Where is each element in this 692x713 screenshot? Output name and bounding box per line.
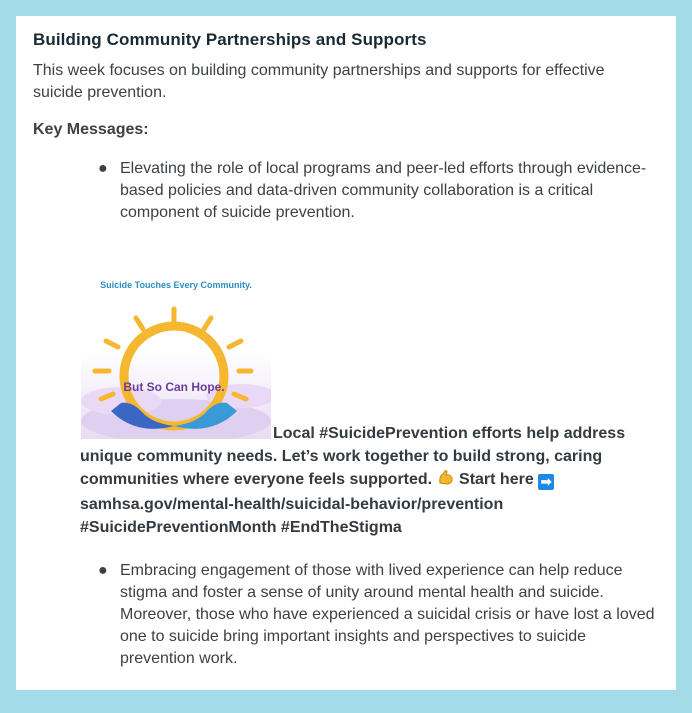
image-caption-center: But So Can Hope. [123,380,225,394]
intro-text: This week focuses on building community partnerships and supports for effective suicide prevention. [33,62,605,101]
start-here-text: Start here [459,471,534,488]
key-messages-heading: Key Messages: [33,121,149,138]
key-message-2-text: Embracing engagement of those with lived experience can help reduce stigma and foster a sense of unity around mental health and suicide. Moreover, those who have experienced a suicidal crisis or have lost a loved one to suicide bring important insights and perspectives to suicide prevention work. [120,562,655,667]
prevention-link[interactable]: samhsa.gov/mental-health/suicidal-behavior/prevention [80,496,504,513]
bullet-icon: ● [98,160,108,177]
post-line-2: unique community needs. Let’s work together to build strong, caring [80,448,603,465]
key-message-1-text: Elevating the role of local programs and peer-led efforts through evidence-based policies and data-driven community collaboration is a critical component of suicide prevention. [120,160,647,221]
section-title: Building Community Partnerships and Supports [33,30,427,49]
flexed-biceps-icon [437,468,455,493]
key-message-2 [98,560,660,670]
key-message-1 [98,158,660,224]
right-arrow-icon: ➡ [538,474,554,490]
hashtags: #SuicidePreventionMonth #EndTheStigma [80,519,402,536]
content-card [16,16,676,690]
post-line-1: Local #SuicidePrevention efforts help address [273,425,626,442]
campaign-image [81,261,271,439]
bullet-icon: ● [98,562,108,579]
image-caption-top: Suicide Touches Every Community. [100,280,252,290]
social-post-text [80,422,660,539]
post-line-3: communities where everyone feels supported. [80,471,433,488]
suicide-prevention-graphic [81,261,271,439]
